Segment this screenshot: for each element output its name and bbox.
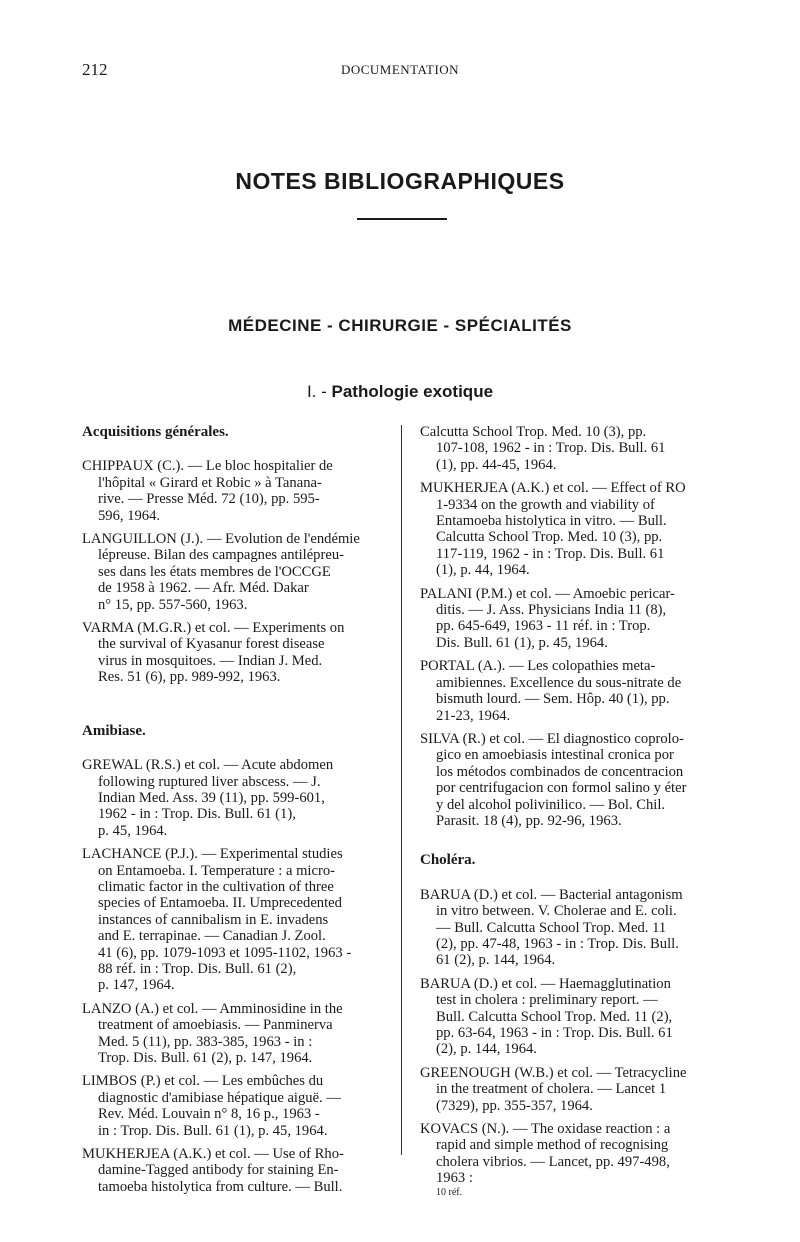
entry-line: damine-Tagged antibody for staining En- [98, 1162, 339, 1179]
entry-line: 61 (2), p. 144, 1964. [436, 952, 556, 969]
entry-line: KOVACS (N.). — The oxidase reaction : a [420, 1121, 671, 1138]
page-title: NOTES BIBLIOGRAPHIQUES [235, 168, 565, 194]
entry-line: GREENOUGH (W.B.) et col. — Tetracycline [420, 1064, 687, 1081]
entry-line: rapid and simple method of recognising [436, 1137, 669, 1154]
entry-line: in vitro between. V. Cholerae and E. coli. [436, 903, 677, 920]
category-spacer [82, 693, 394, 723]
category-heading: Amibiase. [82, 722, 146, 739]
entry-line: on Entamoeba. I. Temperature : a micro- [98, 862, 335, 879]
entry-line: 21-23, 1964. [436, 707, 511, 724]
bibliography-entry [82, 1001, 394, 1067]
entry-line: in the treatment of cholera. — Lancet 1 [436, 1081, 667, 1098]
page-number: 212 [82, 60, 108, 79]
entry-line: BARUA (D.) et col. — Bacterial antagonism [420, 886, 683, 903]
entry-line: (7329), pp. 355-357, 1964. [436, 1097, 593, 1114]
entry-line: Parasit. 18 (4), pp. 92-96, 1963. [436, 812, 622, 829]
entry-line: rive. — Presse Méd. 72 (10), pp. 595- [98, 491, 320, 508]
entry-line: following ruptured liver abscess. — J. [98, 773, 321, 790]
bibliography-entry [420, 586, 720, 652]
entry-line: GREWAL (R.S.) et col. — Acute abdomen [82, 757, 334, 774]
entry-line: diagnostic d'amibiase hépatique aiguë. — [98, 1089, 341, 1106]
entry-line: Bull. Calcutta School Trop. Med. 11 (2), [436, 1008, 673, 1025]
entry-line: de 1958 à 1962. — Afr. Méd. Dakar [98, 580, 309, 597]
entry-line: p. 147, 1964. [98, 977, 175, 994]
bibliography-entry [420, 731, 720, 829]
right-column [420, 424, 720, 1206]
subsection-prefix: I. - [306, 382, 327, 401]
entry-line: lépreuse. Bilan des campagnes antilépreu- [98, 547, 344, 564]
entry-line: climatic factor in the cultivation of three [98, 878, 334, 895]
entry-line: 596, 1964. [98, 507, 161, 524]
entry-line: amibiennes. Excellence du sous-nitrate de [436, 674, 682, 691]
bibliography-entry [82, 1073, 394, 1139]
entry-line: (2), p. 144, 1964. [436, 1041, 537, 1058]
bibliography-entry [420, 424, 720, 473]
entry-line: Dis. Bull. 61 (1), p. 45, 1964. [436, 634, 608, 651]
entry-line: 107-108, 1962 - in : Trop. Dis. Bull. 61 [436, 440, 666, 457]
bibliography-entry [420, 480, 720, 578]
entry-line: Trop. Dis. Bull. 61 (2), p. 147, 1964. [98, 1050, 313, 1066]
bibliography-entry [420, 1065, 720, 1114]
entry-line: los métodos combinados de concentracion [436, 763, 684, 780]
entry-line: (2), pp. 47-48, 1963 - in : Trop. Dis. Bull. [436, 935, 679, 952]
entry-line: LACHANCE (P.J.). — Experimental studies [82, 846, 343, 863]
entry-line: n° 15, pp. 557-560, 1963. [98, 596, 248, 613]
entry-line: cholera vibrios. — Lancet, pp. 497-498, [436, 1153, 670, 1170]
section-heading: MÉDECINE - CHIRURGIE - SPÉCIALITÉS [228, 316, 572, 335]
entry-line: instances of cannibalism in E. invadens [98, 911, 329, 928]
bibliography-entry [420, 658, 720, 724]
bibliography-entry [82, 846, 394, 994]
entry-line: PORTAL (A.). — Les colopathies meta- [420, 658, 656, 675]
entry-line: l'hôpital « Girard et Robic » à Tanana- [98, 474, 322, 491]
entry-line: and E. terrapinae. — Canadian J. Zool. [98, 928, 326, 945]
entry-line: test in cholera : preliminary report. — [436, 992, 658, 1009]
subsection-name: Pathologie exotique [331, 382, 494, 401]
entry-line: 1962 - in : Trop. Dis. Bull. 61 (1), [98, 806, 296, 823]
entry-line: 117-119, 1962 - in : Trop. Dis. Bull. 61 [436, 545, 665, 562]
category-heading: Choléra. [420, 852, 476, 869]
entry-line: p. 45, 1964. [98, 822, 168, 839]
entry-line: gico en amoebiasis intestinal cronica por [436, 747, 674, 764]
entry-line: 1963 : [436, 1170, 473, 1187]
entry-line: y del alcohol polivinilico. — Bol. Chil. [436, 796, 666, 813]
entry-line: virus in mosquitoes. — Indian J. Med. [98, 652, 323, 669]
bibliography-entry [82, 757, 394, 839]
entry-line: VARMA (M.G.R.) et col. — Experiments on [82, 620, 345, 637]
bibliography-entry [420, 976, 720, 1058]
subsection-heading [0, 382, 800, 402]
entry-line: bismuth lourd. — Sem. Hôp. 40 (1), pp. [436, 691, 670, 708]
entry-line: Res. 51 (6), pp. 989-992, 1963. [98, 669, 281, 686]
entry-line: Rev. Méd. Louvain n° 8, 16 p., 1963 - [98, 1106, 320, 1123]
entry-line: MUKHERJEA (A.K.) et col. — Use of Rho- [82, 1146, 344, 1163]
entry-line: ditis. — J. Ass. Physicians India 11 (8), [436, 602, 667, 619]
entry-line: LANGUILLON (J.). — Evolution de l'endémie [82, 531, 360, 548]
entry-line: (1), p. 44, 1964. [436, 562, 530, 579]
entry-line: BARUA (D.) et col. — Haemagglutination [420, 975, 671, 992]
entry-line: pp. 63-64, 1963 - in : Trop. Dis. Bull. 61 [436, 1025, 673, 1041]
entry-line: — Bull. Calcutta School Trop. Med. 11 [436, 919, 667, 936]
entry-line: in : Trop. Dis. Bull. 61 (1), p. 45, 1964. [98, 1122, 328, 1139]
left-column [82, 424, 394, 1202]
entry-line: Entamoeba histolytica in vitro. — Bull. [436, 513, 667, 530]
entry-line: 1-9334 on the growth and viability of [436, 496, 655, 513]
entry-line: LANZO (A.) et col. — Amminosidine in the [82, 1000, 343, 1017]
running-title: DOCUMENTATION [340, 62, 460, 77]
entry-line: ses dans les états membres de l'OCCGE [98, 563, 331, 580]
bibliography-entry [82, 620, 394, 686]
category-spacer [420, 836, 720, 852]
entry-line: (1), pp. 44-45, 1964. [436, 456, 557, 473]
category-heading: Acquisitions générales. [82, 424, 229, 440]
column-divider [401, 425, 402, 1155]
entry-line: Calcutta School Trop. Med. 10 (3), pp. [420, 424, 647, 440]
entry-line: SILVA (R.) et col. — El diagnostico coprolo- [420, 730, 684, 747]
entry-line: pp. 645-649, 1963 - 11 réf. in : Trop. [436, 618, 651, 635]
entry-line: tamoeba histolytica from culture. — Bull. [98, 1178, 343, 1195]
bibliography-entry [420, 1121, 720, 1199]
entry-line: Indian Med. Ass. 39 (11), pp. 599-601, [98, 789, 325, 806]
bibliography-entry [82, 531, 394, 613]
entry-line: CHIPPAUX (C.). — Le bloc hospitalier de [82, 458, 333, 475]
entry-line: PALANI (P.M.) et col. — Amoebic pericar- [420, 585, 675, 602]
entry-line: 88 réf. in : Trop. Dis. Bull. 61 (2), [98, 960, 297, 977]
entry-line: treatment of amoebiasis. — Panminerva [98, 1017, 333, 1034]
entry-line: 41 (6), pp. 1079-1093 et 1095-1102, 1963 - [98, 944, 352, 961]
bibliography-entry [420, 887, 720, 969]
entry-line: species of Entamoeba. II. Umprecedented [98, 895, 342, 912]
entry-line: the survival of Kyasanur forest disease [98, 636, 325, 653]
bibliography-entry [82, 1146, 394, 1195]
title-rule [357, 218, 447, 220]
entry-line: MUKHERJEA (A.K.) et col. — Effect of RO [420, 480, 686, 497]
entry-line: Calcutta School Trop. Med. 10 (3), pp. [436, 529, 663, 546]
entry-line: LIMBOS (P.) et col. — Les embûches du [82, 1073, 324, 1090]
entry-note: 10 réf. [436, 1186, 463, 1198]
bibliography-entry [82, 458, 394, 524]
entry-line: Med. 5 (11), pp. 383-385, 1963 - in : [98, 1033, 313, 1050]
entry-line: por centrifugacion con formol salino y éter [436, 780, 687, 797]
